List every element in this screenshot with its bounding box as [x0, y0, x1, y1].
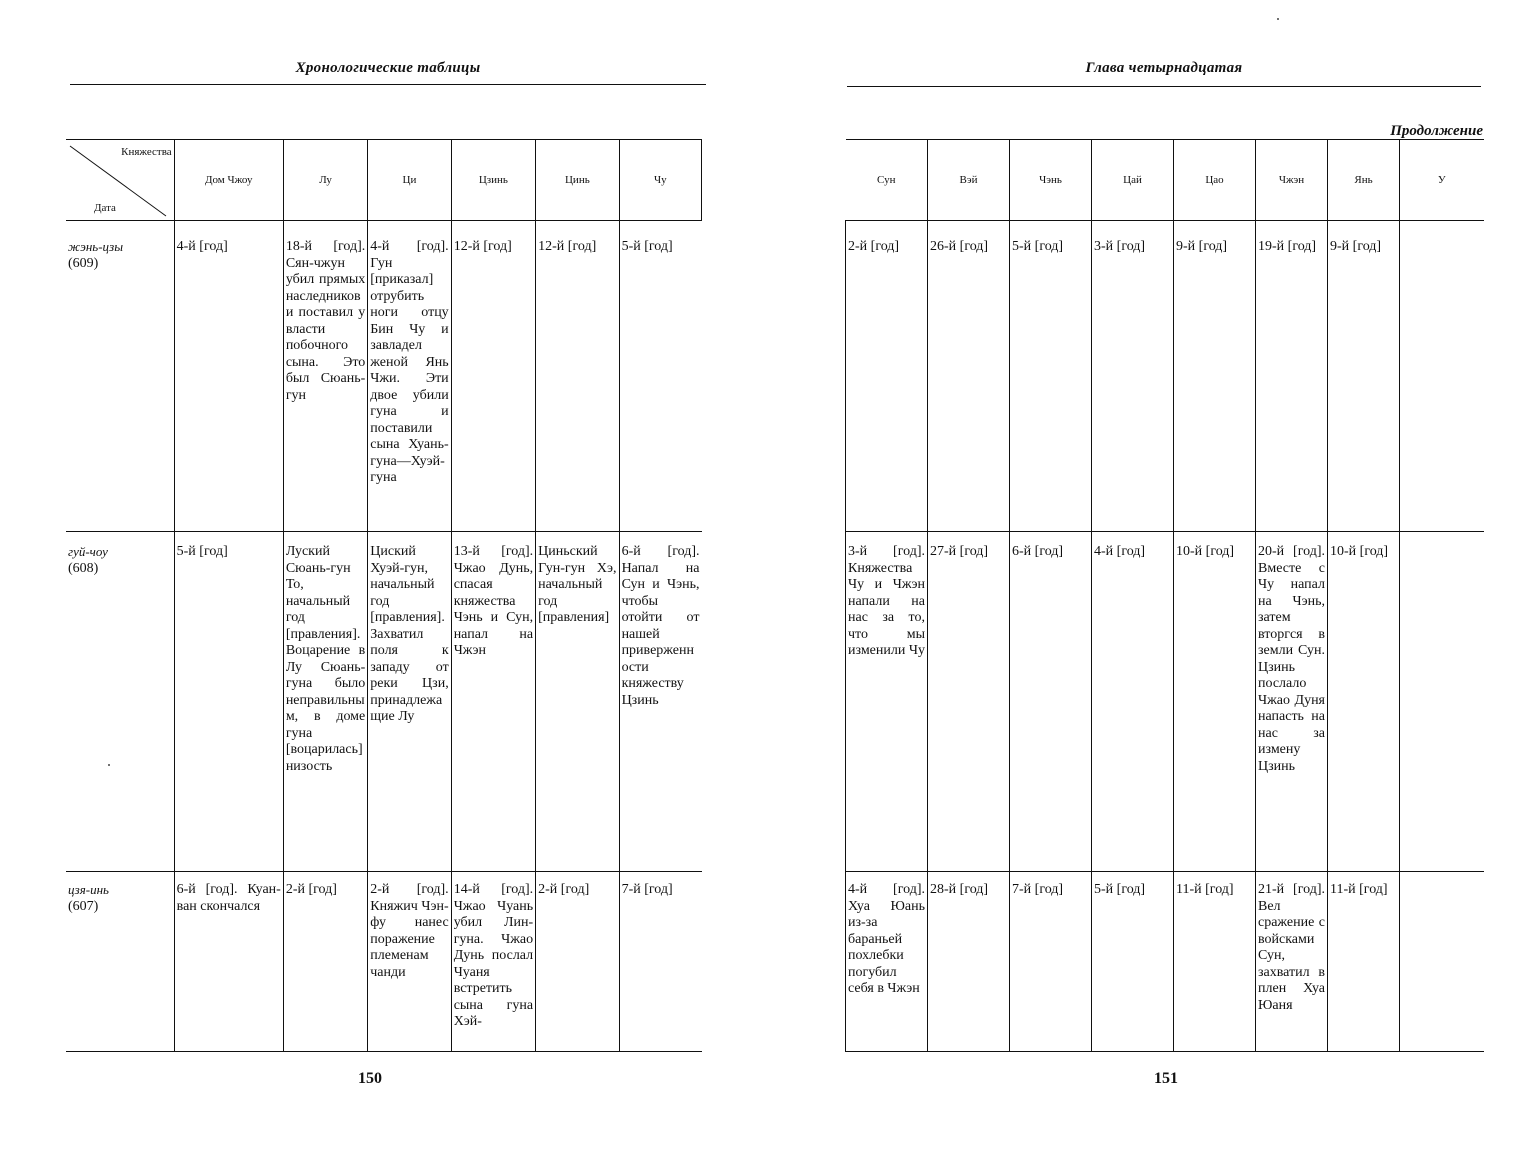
date-cell	[66, 221, 174, 532]
table-cell: 5-й [год]	[1092, 872, 1174, 1052]
column-header: Сун	[846, 140, 928, 221]
table-cell: 6-й [год]. Напал на Сун и Чэнь, чтобы отойти от нашей приверженности княжеству Цзинь	[619, 532, 701, 872]
table-cell: 2-й [год]	[536, 872, 619, 1052]
table-cell: 19-й [год]	[1256, 221, 1328, 532]
table-cell: 6-й [год]	[1010, 532, 1092, 872]
table-cell: 2-й [год]	[283, 872, 367, 1052]
table-cell: 21-й [год]. Вел сражение с войсками Сун, захватил в плен Хуа Юаня	[1256, 872, 1328, 1052]
table-cell: 7-й [год]	[619, 872, 701, 1052]
table-cell: 5-й [год]	[174, 532, 283, 872]
table-row	[846, 532, 1484, 872]
column-header: У	[1400, 140, 1484, 221]
column-header: Цинь	[536, 140, 619, 221]
column-header: Вэй	[928, 140, 1010, 221]
column-header: Чу	[619, 140, 701, 221]
table-cell: 3-й [год]. Княжества Чу и Чжэн напали на нас за то, что мы изменили Чу	[846, 532, 928, 872]
table-cell: Циский Хуэй-гун, начальный год [правления]. Захватил поля к западу от реки Цзи, принадлежащие Лу	[368, 532, 451, 872]
cyclic-date: гуй-чоу	[68, 544, 108, 559]
print-speck	[1277, 18, 1279, 20]
table-cell	[1400, 221, 1484, 532]
cyclic-date: жэнь-цзы	[68, 239, 124, 254]
header-rule-right	[847, 86, 1481, 87]
date-cell	[66, 532, 174, 872]
table-row	[846, 221, 1484, 532]
page-number-left: 150	[358, 1070, 382, 1087]
table-cell	[1400, 872, 1484, 1052]
year-bc: (609)	[68, 255, 99, 271]
column-header: Цзинь	[451, 140, 535, 221]
table-cell: 14-й [год]. Чжао Чуань убил Лин-гуна. Чжао Дунь послал Чуаня встретить сына гуна Хэй-	[451, 872, 535, 1052]
table-cell: Циньский Гун-гун Хэ, начальный год [правления]	[536, 532, 619, 872]
table-row	[66, 221, 702, 532]
table-cell: Луский Сюань-гун То, начальный год [правления]. Воцарение в Лу Сюань-гуна было неправильным, в доме гуна [воцарилась] низость	[283, 532, 367, 872]
table-cell: 10-й [год]	[1328, 532, 1400, 872]
table-row	[66, 872, 702, 1052]
table-cell: 20-й [год]. Вместе с Чу напал на Чэнь, затем вторгся в земли Сун. Цзинь послало Чжао Дуня напасть на нас за измену Цзинь	[1256, 532, 1328, 872]
table-cell: 13-й [год]. Чжао Дунь, спасая княжества Чэнь и Сун, напал на Чжэн	[451, 532, 535, 872]
column-header: Ци	[368, 140, 451, 221]
running-head-left: Хронологические таблицы	[295, 60, 481, 76]
column-header: Чжэн	[1256, 140, 1328, 221]
table-cell: 4-й [год]	[1092, 532, 1174, 872]
table-cell: 5-й [год]	[1010, 221, 1092, 532]
column-header: Дом Чжоу	[174, 140, 283, 221]
column-header: Цао	[1174, 140, 1256, 221]
column-header: Янь	[1328, 140, 1400, 221]
corner-label-date: Дата	[94, 201, 116, 214]
page-number-right: 151	[1154, 1070, 1178, 1087]
continuation-label: Продолжение	[1390, 123, 1483, 139]
table-cell: 26-й [год]	[928, 221, 1010, 532]
column-header: Лу	[283, 140, 367, 221]
table-cell: 9-й [год]	[1328, 221, 1400, 532]
table-cell: 7-й [год]	[1010, 872, 1092, 1052]
table-cell: 9-й [год]	[1174, 221, 1256, 532]
table-cell: 4-й [год]. Гун [приказал] отрубить ноги отцу Бин Чу и завладел женой Янь Чжи. Эти двое убили гуна и поставили сына Хуань-гуна—Хуэй-гуна	[368, 221, 451, 532]
chronology-table-right	[845, 139, 1484, 1052]
table-cell	[1400, 532, 1484, 872]
table-cell: 4-й [год]	[174, 221, 283, 532]
table-cell: 11-й [год]	[1328, 872, 1400, 1052]
column-header: Цай	[1092, 140, 1174, 221]
print-speck	[108, 764, 110, 766]
table-cell: 10-й [год]	[1174, 532, 1256, 872]
chronology-table-left	[66, 139, 702, 1052]
right-page	[765, 0, 1530, 1164]
column-header: Чэнь	[1010, 140, 1092, 221]
table-cell: 28-й [год]	[928, 872, 1010, 1052]
year-bc: (607)	[68, 898, 99, 914]
table-cell: 27-й [год]	[928, 532, 1010, 872]
table-row	[66, 532, 702, 872]
table-cell: 2-й [год]	[846, 221, 928, 532]
table-cell: 12-й [год]	[536, 221, 619, 532]
table-cell: 3-й [год]	[1092, 221, 1174, 532]
table-cell: 6-й [год]. Куан-ван скончался	[174, 872, 283, 1052]
corner-header-cell	[66, 140, 174, 221]
corner-label-principalities: Княжества	[121, 146, 172, 158]
table-row	[846, 872, 1484, 1052]
cyclic-date: цзя-инь	[68, 882, 109, 897]
table-cell: 18-й [год]. Сян-чжун убил прямых наследников и поставил у власти побочного сына. Это был Сюань-гун	[283, 221, 367, 532]
table-cell: 11-й [год]	[1174, 872, 1256, 1052]
table-cell: 5-й [год]	[619, 221, 701, 532]
table-cell: 4-й [год]. Хуа Юань из-за бараньей похлебки погубил себя в Чжэн	[846, 872, 928, 1052]
table-cell: 2-й [год]. Княжич Чэн-фу нанес поражение племенам чанди	[368, 872, 451, 1052]
year-bc: (608)	[68, 560, 99, 576]
header-rule-left	[70, 84, 706, 85]
date-cell	[66, 872, 174, 1052]
running-head-right: Глава четырнадцатая	[1085, 60, 1243, 76]
table-cell: 12-й [год]	[451, 221, 535, 532]
